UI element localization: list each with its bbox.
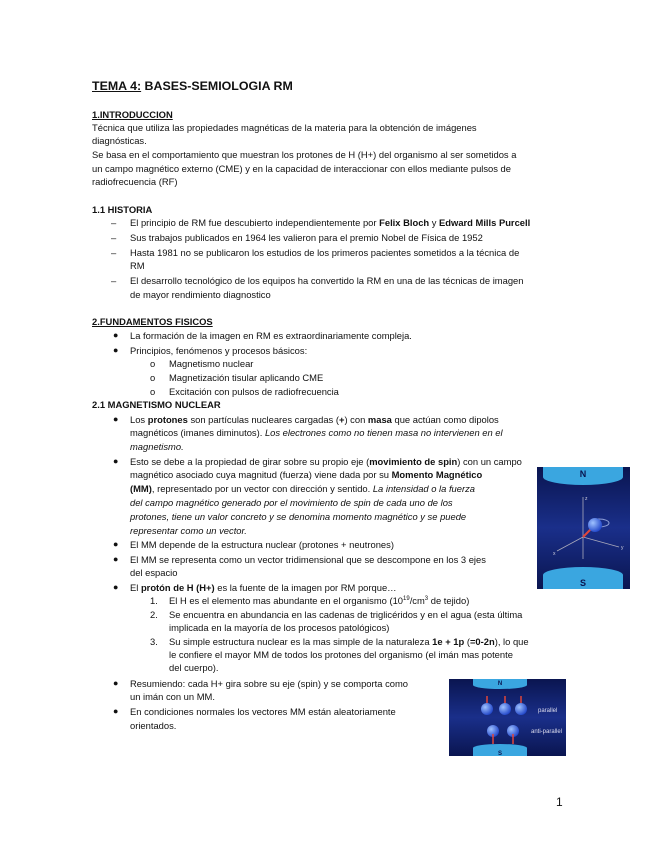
proton-sphere bbox=[481, 703, 493, 715]
proton-sphere bbox=[499, 703, 511, 715]
axis-label: y bbox=[621, 545, 624, 551]
magnetismo-paragraph: Resumiendo: cada H+ gira sobre su eje (spin) y se comporta como bbox=[130, 678, 408, 689]
intro-line: un campo magnético externo (CME) y en la capacidad de interaccionar con ellos mediante pulsos de bbox=[92, 163, 511, 174]
historia-item: El desarrollo tecnológico de los equipos ha convertido la RM en una de las técnicas de imagen bbox=[130, 275, 524, 286]
intro-line: radiofrecuencia (RF) bbox=[92, 176, 178, 187]
intro-line: Se basa en el comportamiento que muestran los protones de H (H+) del organismo al ser sometidos a bbox=[92, 149, 517, 160]
title-text: BASES-SEMIOLOGIA RM bbox=[141, 79, 293, 93]
list-number: 3. bbox=[150, 636, 158, 647]
intro-line: diagnósticas. bbox=[92, 135, 147, 146]
dash-bullet: – bbox=[111, 247, 117, 258]
bullet: ● bbox=[113, 539, 119, 549]
intro-line: Técnica que utiliza las propiedades magnéticas de la materia para la obtención de imágenes bbox=[92, 122, 477, 133]
list-number: 2. bbox=[150, 609, 158, 620]
bullet: ● bbox=[113, 456, 119, 466]
fundamentos-item: Principios, fenómenos y procesos básicos: bbox=[130, 345, 308, 356]
numbered-item-cont: le confiere el mayor MM de todos los protones del organismo (el imán mas potente bbox=[169, 649, 513, 660]
fundamentos-item: La formación de la imagen en RM es extraordinariamente compleja. bbox=[130, 330, 412, 341]
historia-item: El principio de RM fue descubierto independientemente por Felix Bloch y Edward Mills Purcell bbox=[130, 217, 531, 228]
magnetismo-paragraph: En condiciones normales los vectores MM están aleatoriamente bbox=[130, 706, 396, 717]
magnetismo-paragraph: Esto se debe a la propiedad de girar sobre su propio eje (movimiento de spin) con un campo bbox=[130, 456, 522, 467]
magnetismo-paragraph: El MM se representa como un vector tridimensional que se descompone en los 3 ejes bbox=[130, 554, 486, 565]
list-number: 1. bbox=[150, 595, 158, 606]
north-label: N bbox=[497, 681, 503, 687]
magnetismo-paragraph-cont: magnéticos (imanes diminutos). Los electrones como no tienen masa no intervienen en el bbox=[130, 427, 503, 438]
historia-item: Sus trabajos publicados en 1964 les valieron para el premio Nobel de Física de 1952 bbox=[130, 232, 483, 243]
fundamentos-subitem: Magnetismo nuclear bbox=[169, 358, 254, 369]
bullet: ● bbox=[113, 582, 119, 592]
title-prefix: TEMA 4: bbox=[92, 79, 142, 93]
bullet: ● bbox=[113, 345, 119, 355]
magnetismo-heading: 2.1 MAGNETISMO NUCLEAR bbox=[92, 399, 221, 410]
fundamentos-heading: 2.FUNDAMENTOS FISICOS bbox=[92, 316, 213, 327]
axis-label: z bbox=[585, 496, 588, 502]
page-number: 1 bbox=[556, 795, 563, 809]
circle-bullet: o bbox=[150, 358, 156, 369]
bullet: ● bbox=[113, 678, 119, 688]
magnetismo-paragraph-cont: del campo magnético generado por el movimiento de spin de cada uno de los bbox=[130, 497, 453, 508]
parallel-label: parallel bbox=[538, 708, 558, 714]
magnetismo-paragraph: El protón de H (H+) es la fuente de la imagen por RM porque… bbox=[130, 582, 397, 593]
parallel-figure-svg bbox=[449, 679, 566, 756]
numbered-item: Se encuentra en abundancia en las cadenas de triglicéridos y en el agua (esta última bbox=[169, 609, 523, 620]
magnetismo-paragraph-cont: (MM), representado por un vector con dirección y sentido. La intensidad o la fuerza bbox=[130, 483, 475, 494]
axis-label: x bbox=[553, 551, 556, 557]
historia-item-cont: de mayor rendimiento diagnostico bbox=[130, 289, 271, 300]
bullet: ● bbox=[113, 554, 119, 564]
magnetismo-paragraph: Los protones son partículas nucleares cargadas (+) con masa que actúan como dipolos bbox=[130, 414, 499, 425]
fundamentos-subitem: Excitación con pulsos de radiofrecuencia bbox=[169, 386, 339, 397]
historia-item-cont: RM bbox=[130, 260, 145, 271]
dash-bullet: – bbox=[111, 275, 117, 286]
south-label: S bbox=[497, 751, 503, 756]
magnetismo-paragraph-cont: representar como un vector. bbox=[130, 525, 247, 536]
magnetismo-paragraph-cont: magnetismo. bbox=[130, 441, 184, 452]
proton-sphere bbox=[588, 518, 602, 532]
magnetismo-paragraph-cont: un imán con un MM. bbox=[130, 691, 215, 702]
circle-bullet: o bbox=[150, 372, 156, 383]
magnetismo-paragraph-cont: orientados. bbox=[130, 720, 177, 731]
bullet: ● bbox=[113, 414, 119, 424]
magnetismo-paragraph-cont: magnético asociado cuya magnitud (fuerza) viene dada por su Momento Magnético bbox=[130, 469, 483, 480]
numbered-item: Su simple estructura nuclear es la mas simple de la naturaleza 1e + 1p (=0-2n), lo que bbox=[169, 636, 529, 647]
numbered-item-cont: implicada en la mayoría de los procesos patológicos) bbox=[169, 622, 390, 633]
dash-bullet: – bbox=[111, 217, 117, 228]
numbered-item: El H es el elemento mas abundante en el organismo ($10^{19}/cm^3$ de tejido) bbox=[169, 595, 470, 606]
magnetismo-paragraph-cont: protones, tiene un valor concreto y se denomina momento magnético y se puede bbox=[130, 511, 467, 522]
spin-figure bbox=[537, 467, 630, 589]
dash-bullet: – bbox=[111, 232, 117, 243]
circle-bullet: o bbox=[150, 386, 156, 397]
historia-item: Hasta 1981 no se publicaron los estudios de los primeros pacientes sometidos a la técnica de bbox=[130, 247, 520, 258]
page-title bbox=[92, 80, 293, 93]
bullet: ● bbox=[113, 706, 119, 716]
historia-heading: 1.1 HISTORIA bbox=[92, 204, 153, 215]
proton-sphere bbox=[515, 703, 527, 715]
magnetismo-paragraph: El MM depende de la estructura nuclear (protones + neutrones) bbox=[130, 539, 394, 550]
spin-figure-svg bbox=[537, 467, 630, 589]
parallel-figure bbox=[449, 679, 566, 756]
intro-heading: 1.INTRODUCCION bbox=[92, 109, 173, 120]
bullet: ● bbox=[113, 330, 119, 340]
numbered-item-cont: del cuerpo). bbox=[169, 662, 219, 673]
north-label: N bbox=[579, 469, 587, 479]
magnetismo-paragraph-cont: del espacio bbox=[130, 567, 178, 578]
south-label: S bbox=[579, 578, 587, 588]
fundamentos-subitem: Magnetización tisular aplicando CME bbox=[169, 372, 324, 383]
antiparallel-label: anti-parallel bbox=[531, 729, 563, 735]
